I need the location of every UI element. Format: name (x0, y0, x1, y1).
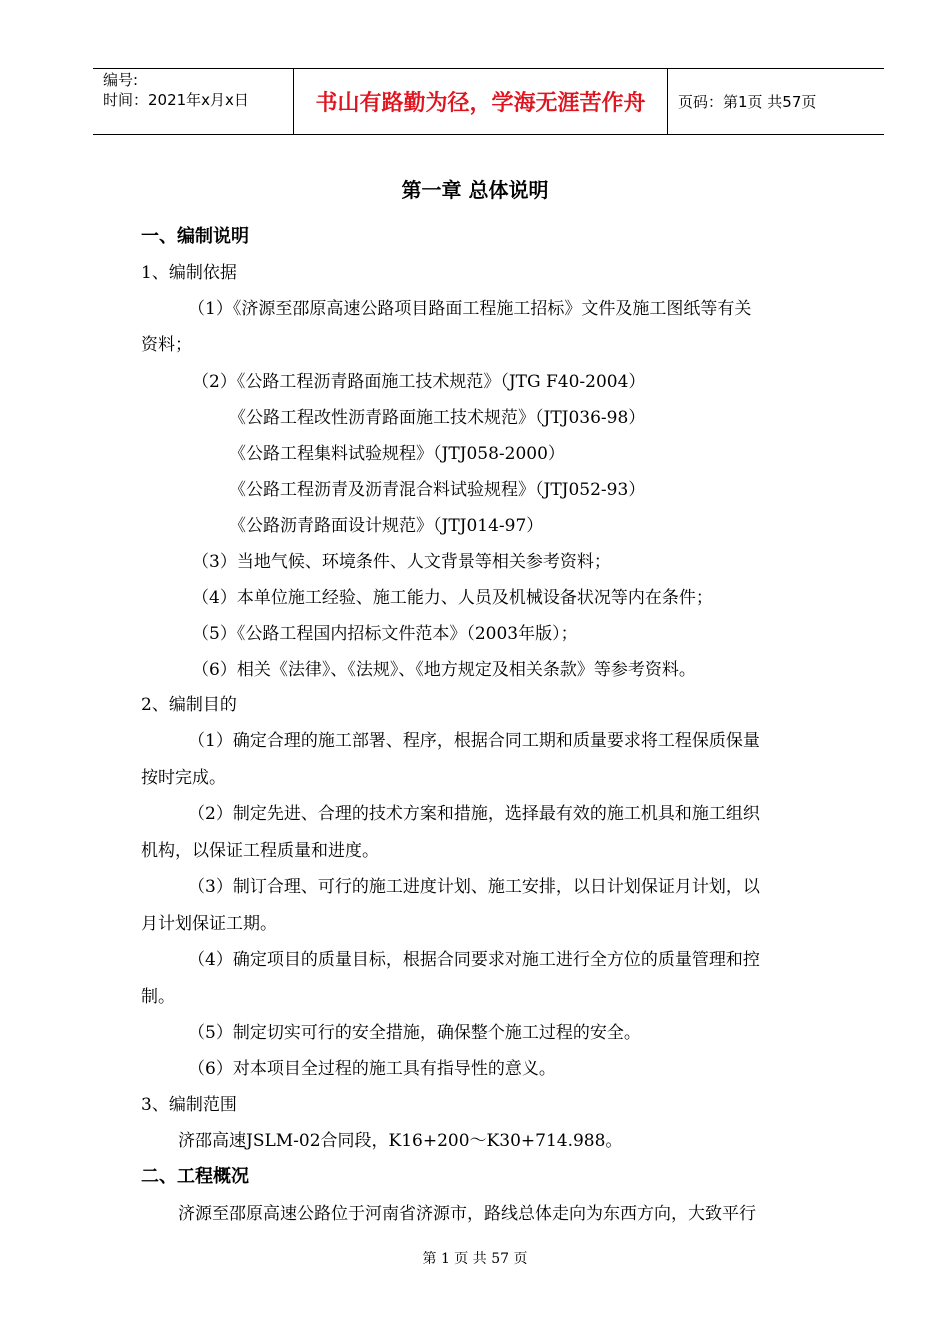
paragraph-line: （3）当地气候、环境条件、人文背景等相关参考资料； (192, 552, 611, 572)
paragraph-line: 月计划保证工期。 (141, 914, 277, 934)
paragraph-line: 《公路工程集料试验规程》（JTJ058-2000） (229, 444, 565, 464)
paragraph-line: 济邵高速JSLM-02合同段，K16+200～K30+714.988。 (178, 1131, 623, 1151)
subsection-heading: 1、编制依据 (141, 263, 237, 283)
paragraph-line: （6）对本项目全过程的施工具有指导性的意义。 (188, 1059, 556, 1079)
paragraph-line: （5）《公路工程国内招标文件范本》（2003年版）； (192, 624, 578, 644)
time-label: 时间：2021年x月x日 (103, 91, 249, 109)
page-footer: 第 1 页 共 57 页 (422, 1251, 528, 1267)
paragraph-line: （1）确定合理的施工部署、程序，根据合同工期和质量要求将工程保质保量 (188, 731, 760, 751)
header-page-info: 页码：第1页 共57页 (678, 93, 817, 111)
paragraph-line: （2）制定先进、合理的技术方案和措施，选择最有效的施工机具和施工组织 (188, 804, 760, 824)
paragraph-line: 制。 (141, 987, 175, 1007)
chapter-title: 第一章 总体说明 (401, 178, 549, 202)
paragraph-line: （3）制订合理、可行的施工进度计划、施工安排，以日计划保证月计划，以 (188, 877, 760, 897)
paragraph-line: （4）确定项目的质量目标，根据合同要求对施工进行全方位的质量管理和控 (188, 950, 760, 970)
page-header (93, 68, 884, 135)
section-heading: 二、工程概况 (141, 1166, 249, 1187)
code-label: 编号: (103, 71, 139, 89)
paragraph-line: （1）《济源至邵原高速公路项目路面工程施工招标》文件及施工图纸等有关 (188, 299, 752, 319)
paragraph-line: （6）相关《法律》、《法规》、《地方规定及相关条款》等参考资料。 (192, 660, 696, 680)
paragraph-line: 资料； (141, 335, 192, 355)
paragraph-line: 《公路工程沥青及沥青混合料试验规程》（JTJ052-93） (229, 480, 646, 500)
header-meta (93, 69, 294, 134)
paragraph-line: 机构，以保证工程质量和进度。 (141, 841, 379, 861)
paragraph-line: （5）制定切实可行的安全措施，确保整个施工过程的安全。 (188, 1023, 641, 1043)
paragraph-line: 按时完成。 (141, 768, 226, 788)
paragraph-line: 《公路工程改性沥青路面施工技术规范》（JTJ036-98） (229, 408, 646, 428)
paragraph-line: 济源至邵原高速公路位于河南省济源市，路线总体走向为东西方向，大致平行 (178, 1204, 756, 1224)
header-slogan: 书山有路勤为径，学海无涯苦作舟 (294, 69, 668, 134)
paragraph-line: （2）《公路工程沥青路面施工技术规范》（JTG F40-2004） (192, 372, 646, 392)
paragraph-line: 《公路沥青路面设计规范》（JTJ014-97） (229, 516, 544, 536)
paragraph-line: （4）本单位施工经验、施工能力、人员及机械设备状况等内在条件； (192, 588, 713, 608)
subsection-heading: 2、编制目的 (141, 695, 237, 715)
section-heading: 一、编制说明 (141, 226, 249, 247)
subsection-heading: 3、编制范围 (141, 1095, 237, 1115)
